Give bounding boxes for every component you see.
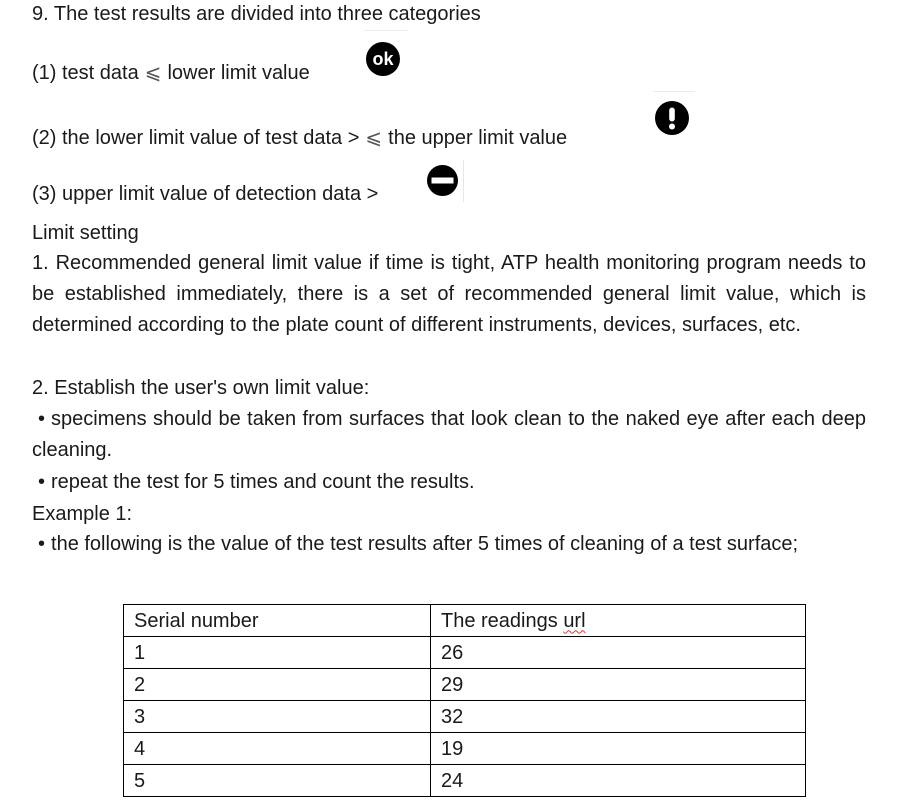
less-equal-symbol: ⩽ [365, 125, 383, 149]
table-row [124, 637, 806, 669]
exclamation-icon [655, 101, 689, 135]
bullet-icon: • [38, 533, 46, 555]
reading-cell: 29 [431, 669, 806, 701]
ok-icon-text: ok [372, 48, 394, 69]
table-header-row [124, 605, 806, 637]
reading-cell: 19 [431, 733, 806, 765]
table-row [124, 733, 806, 765]
bullet-item [32, 529, 866, 560]
serial-cell: 2 [124, 669, 431, 701]
serial-cell: 1 [124, 637, 431, 669]
reading-cell: 24 [431, 765, 806, 797]
reading-cell: 26 [431, 637, 806, 669]
bullet-icon: • [38, 408, 46, 430]
category-2-prefix: (2) the lower limit value of test data > [32, 127, 360, 149]
header-readings-text: The readings [441, 609, 558, 632]
bullet-text: the following is the value of the test results after 5 times of cleaning of a test surface; [51, 533, 799, 555]
minus-glyph [427, 165, 458, 196]
category-1-prefix: (1) test data [32, 62, 139, 84]
serial-cell: 3 [124, 701, 431, 733]
category-1 [32, 60, 310, 85]
category-1-suffix: lower limit value [167, 62, 310, 84]
reading-cell: 32 [431, 701, 806, 733]
header-serial-number: Serial number [124, 605, 431, 637]
readings-table [123, 604, 806, 797]
header-readings [431, 605, 806, 637]
user-limit-heading: 2. Establish the user's own limit value: [32, 377, 370, 399]
category-3 [32, 182, 378, 206]
serial-cell: 4 [124, 733, 431, 765]
category-2-suffix: the upper limit value [388, 127, 568, 149]
bullet-item [32, 404, 866, 466]
ok-icon [366, 42, 400, 76]
example-title: Example 1: [32, 503, 133, 525]
section-heading: 9. The test results are divided into three categories [32, 3, 481, 25]
table-row [124, 669, 806, 701]
table-row [124, 765, 806, 797]
category-3-prefix: (3) upper limit value of detection data > [32, 183, 379, 205]
serial-cell: 5 [124, 765, 431, 797]
exclamation-glyph [655, 101, 689, 135]
recommendation-paragraph: 1. Recommended general limit value if time is tight, ATP health monitoring program needs to be established immediately, there is a set of recommended general limit value, which is determined according to the plate count of different instruments, devices, surfaces, etc. [32, 252, 866, 336]
less-equal-symbol: ⩽ [144, 60, 162, 84]
bullet-icon: • [38, 471, 46, 493]
bullet-text: specimens should be taken from surfaces that look clean to the naked eye after each deep cleaning. [32, 408, 866, 461]
table-row [124, 701, 806, 733]
header-readings-unit: url [563, 609, 586, 632]
divider [463, 160, 464, 202]
minus-circle-icon [427, 165, 458, 196]
bullet-item [32, 470, 475, 494]
bullet-text: repeat the test for 5 times and count the results. [51, 471, 475, 493]
limit-setting-title: Limit setting [32, 222, 139, 244]
category-2 [32, 125, 567, 150]
